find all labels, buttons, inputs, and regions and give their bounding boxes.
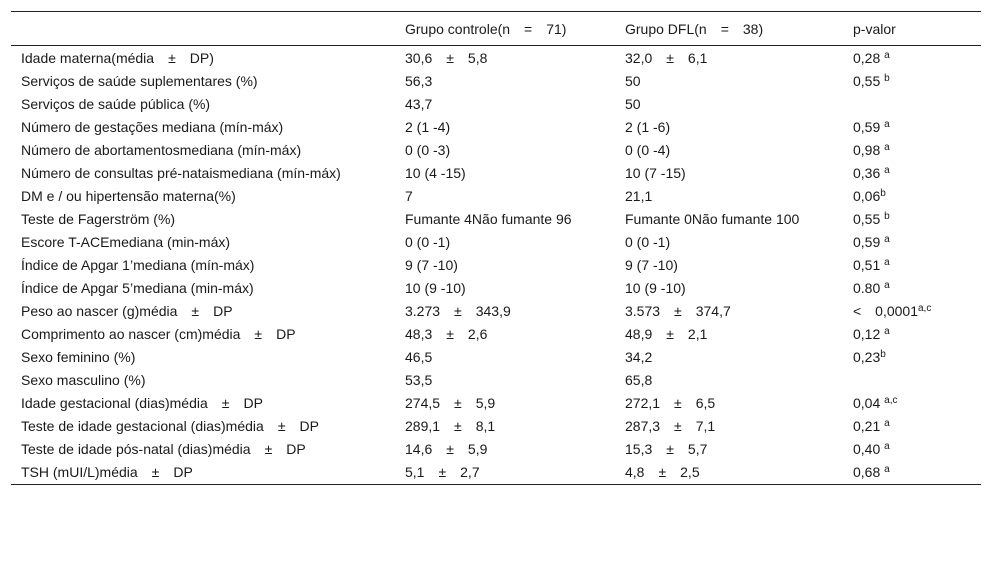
table-row [11,277,981,300]
p-value: 0,55 [853,211,885,227]
table-row [11,369,981,392]
row-label: TSH (mUI/L)média ± DP [21,464,193,480]
cell-grupo-controle: 3.273 ± 343,9 [405,303,511,319]
cell-grupo-controle: 7 [405,188,413,204]
p-value-footnote: a [884,142,890,153]
p-value-footnote: a [884,418,890,429]
p-value: 0,06 [853,188,881,204]
p-value: 0,68 [853,464,885,480]
cell-grupo-controle: 10 (4 -15) [405,165,466,181]
table-row [11,438,981,461]
table-row [11,208,981,231]
cell-grupo-dfl: 0 (0 -4) [625,142,671,158]
cell-grupo-dfl: 2 (1 -6) [625,119,671,135]
table-row [11,70,981,93]
p-value: 0.80 [853,280,885,296]
cell-p-valor [843,254,981,277]
cell-grupo-controle: 274,5 ± 5,9 [405,395,496,411]
row-label: Comprimento ao nascer (cm)média ± DP [21,326,296,342]
cell-grupo-dfl: 32,0 ± 6,1 [625,50,708,66]
row-label: Número de abortamentosmediana (mín-máx) [21,142,302,158]
row-label: Número de gestações mediana (mín-máx) [21,119,284,135]
table-row [11,392,981,415]
cell-grupo-dfl: 15,3 ± 5,7 [625,441,708,457]
p-value: 0,40 [853,441,885,457]
row-label: Sexo masculino (%) [21,372,146,388]
row-label: Idade gestacional (dias)média ± DP [21,395,263,411]
row-label: Sexo feminino (%) [21,349,136,365]
p-value-footnote: b [880,349,886,360]
cell-p-valor [843,116,981,139]
p-value: 0,59 [853,234,885,250]
row-label: Teste de idade gestacional (dias)média ± DP [21,418,319,434]
p-value-footnote: a [884,441,890,452]
cell-grupo-dfl: 48,9 ± 2,1 [625,326,708,342]
cell-grupo-controle: 46,5 [405,349,433,365]
cell-p-valor [843,231,981,254]
p-value-footnote: a [884,257,890,268]
p-value: < 0,0001 [853,303,918,319]
cell-p-valor [843,277,981,300]
cell-grupo-dfl: 10 (7 -15) [625,165,686,181]
cell-p-valor [843,461,981,485]
cell-grupo-controle: 48,3 ± 2,6 [405,326,488,342]
cell-grupo-dfl: 4,8 ± 2,5 [625,464,700,480]
cell-p-valor [843,369,981,392]
row-label: DM e / ou hipertensão materna(%) [21,188,236,204]
p-value-footnote: a [884,119,890,130]
cell-grupo-controle: 43,7 [405,96,433,112]
p-value: 0,59 [853,119,885,135]
row-label: Índice de Apgar 5’mediana (min-máx) [21,280,254,296]
cell-p-valor [843,392,981,415]
cell-grupo-dfl: 50 [625,73,641,89]
row-label: Escore T-ACEmediana (min-máx) [21,234,231,250]
row-label: Serviços de saúde suplementares (%) [21,73,258,89]
header-grupo-dfl: Grupo DFL(n = 38) [625,20,764,37]
cell-grupo-dfl: 287,3 ± 7,1 [625,418,716,434]
row-label: Idade materna(média ± DP) [21,50,214,66]
cell-grupo-controle: 14,6 ± 5,9 [405,441,488,457]
p-value-footnote: b [884,211,890,222]
table-row [11,46,981,71]
table-body [11,46,981,485]
p-value: 0,12 [853,326,885,342]
cell-grupo-dfl: 10 (9 -10) [625,280,686,296]
p-value-footnote: a [884,234,890,245]
cell-grupo-dfl: Fumante 0Não fumante 100 [625,211,800,227]
table-container [11,11,981,485]
table-row [11,93,981,116]
cell-p-valor [843,139,981,162]
p-value: 0,98 [853,142,885,158]
p-value-footnote: a [884,280,890,291]
cell-p-valor [843,162,981,185]
cell-grupo-dfl: 0 (0 -1) [625,234,671,250]
cell-grupo-dfl: 3.573 ± 374,7 [625,303,731,319]
table-row [11,461,981,485]
data-table [11,11,981,485]
cell-grupo-dfl: 34,2 [625,349,653,365]
p-value-footnote: a [884,464,890,475]
p-value-footnote: a [884,326,890,337]
cell-grupo-controle: Fumante 4Não fumante 96 [405,211,572,227]
cell-grupo-dfl: 9 (7 -10) [625,257,678,273]
table-header-row [11,12,981,46]
cell-p-valor [843,346,981,369]
cell-grupo-dfl: 65,8 [625,372,653,388]
cell-grupo-controle: 30,6 ± 5,8 [405,50,488,66]
table-row [11,185,981,208]
cell-grupo-controle: 53,5 [405,372,433,388]
table-row [11,415,981,438]
p-value-footnote: b [880,188,886,199]
p-value: 0,51 [853,257,885,273]
cell-p-valor [843,185,981,208]
cell-grupo-controle: 2 (1 -4) [405,119,451,135]
p-value: 0,04 [853,395,885,411]
cell-grupo-controle: 10 (9 -10) [405,280,466,296]
p-value: 0,21 [853,418,885,434]
p-value: 0,55 [853,73,885,89]
row-label: Peso ao nascer (g)média ± DP [21,303,233,319]
p-value-footnote: b [884,73,890,84]
header-variable [11,12,395,46]
table-row [11,300,981,323]
p-value: 0,28 [853,50,885,66]
cell-grupo-dfl: 50 [625,96,641,112]
p-value: 0,36 [853,165,885,181]
header-grupo-controle: Grupo controle(n = 71) [405,20,567,37]
cell-grupo-dfl: 272,1 ± 6,5 [625,395,716,411]
table-row [11,254,981,277]
header-p-valor: p-valor [853,20,896,37]
cell-p-valor [843,208,981,231]
cell-p-valor [843,415,981,438]
row-label: Índice de Apgar 1’mediana (mín-máx) [21,257,255,273]
table-row [11,323,981,346]
cell-grupo-controle: 0 (0 -3) [405,142,451,158]
p-value-footnote: a,c [884,395,898,406]
cell-p-valor [843,438,981,461]
table-row [11,231,981,254]
table-row [11,116,981,139]
p-value-footnote: a,c [918,303,932,314]
p-value-footnote: a [884,165,890,176]
cell-p-valor [843,323,981,346]
p-value-footnote: a [884,50,890,61]
cell-p-valor [843,93,981,116]
cell-p-valor [843,70,981,93]
row-label: Número de consultas pré-nataismediana (mín-máx) [21,165,341,181]
p-value: 0,23 [853,349,881,365]
cell-p-valor [843,300,981,323]
cell-grupo-controle: 9 (7 -10) [405,257,458,273]
row-label: Serviços de saúde pública (%) [21,96,211,112]
cell-p-valor [843,46,981,71]
cell-grupo-controle: 289,1 ± 8,1 [405,418,496,434]
table-row [11,162,981,185]
row-label: Teste de Fagerström (%) [21,211,176,227]
row-label: Teste de idade pós-natal (dias)média ± DP [21,441,306,457]
cell-grupo-controle: 5,1 ± 2,7 [405,464,480,480]
table-row [11,346,981,369]
table-row [11,139,981,162]
cell-grupo-controle: 0 (0 -1) [405,234,451,250]
cell-grupo-dfl: 21,1 [625,188,653,204]
cell-grupo-controle: 56,3 [405,73,433,89]
